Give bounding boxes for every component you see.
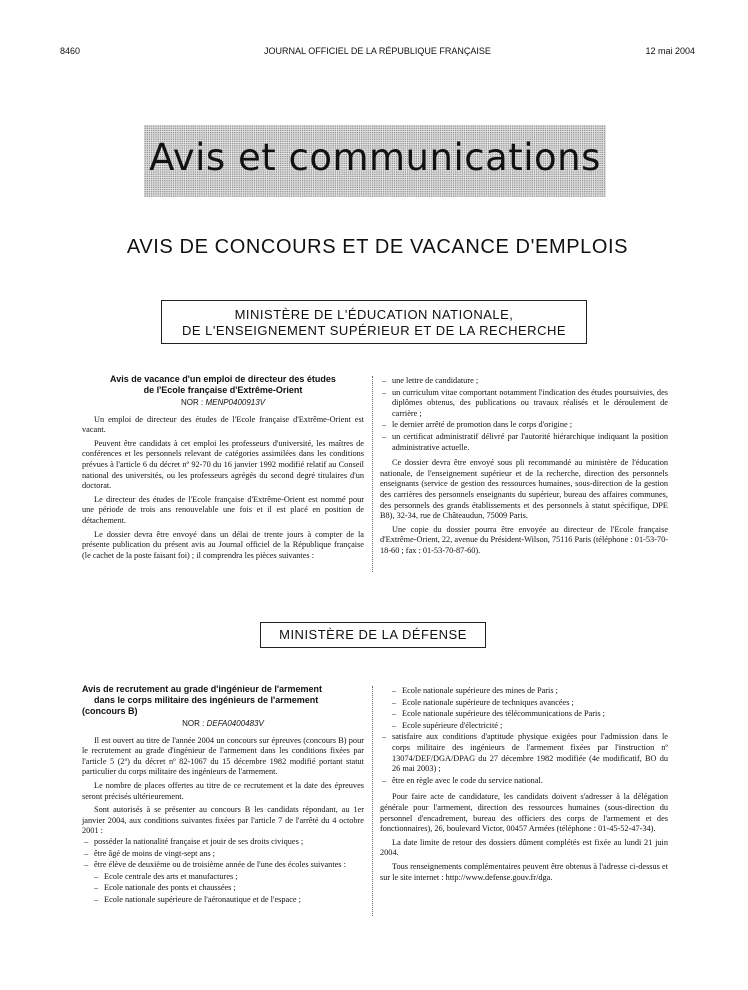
- list-item: – posséder la nationalité française et jouir de ses droits civiques ;: [82, 837, 364, 848]
- notice2-right-column: [380, 686, 668, 883]
- notice2-left-column: [82, 684, 364, 907]
- publication-date: 12 mai 2004: [645, 46, 695, 56]
- column-divider: [372, 686, 373, 916]
- notice2-paragraph: Le nombre de places offertes au titre de ce recrutement et la date des épreuves seront précisés ultérieurement.: [82, 780, 364, 801]
- list-item: – un curriculum vitae comportant notamment l'indication des études poursuivies, des diplômes obtenus, des publications ou travaux réalisés et le déroulement de carrière ;: [380, 388, 668, 420]
- notice1-nor: [82, 398, 364, 409]
- list-item: – satisfaire aux conditions d'aptitude physique exigées pour l'admission dans le corps militaire des ingénieurs de l'armement fixées par l'instruction nº 13074/DEF/DGA/DPAG du 27 décembre 1982 modifiée (4e modificatif, BO du 26 mai 2003) ;: [380, 732, 668, 774]
- notice1-right-column: [380, 376, 668, 557]
- ministry-education-line1: MINISTÈRE DE L'ÉDUCATION NATIONALE,: [234, 307, 514, 322]
- page-number: 8460: [60, 46, 81, 56]
- list-item: – être en règle avec le code du service national.: [380, 776, 668, 787]
- notice2-nor: [82, 719, 364, 730]
- list-item: – Ecole nationale supérieure de l'aéronautique et de l'espace ;: [82, 895, 364, 906]
- notice2-conditions-list: [82, 837, 364, 871]
- section-title: AVIS DE CONCOURS ET DE VACANCE D'EMPLOIS: [126, 236, 629, 258]
- notice2-paragraph: La date limite de retour des dossiers dûment complétés est fixée au lundi 21 juin 2004.: [380, 837, 668, 858]
- ministry-defense-title: MINISTÈRE DE LA DÉFENSE: [279, 627, 467, 642]
- notice1-title-line2: de l'Ecole française d'Extrême-Orient: [143, 385, 303, 395]
- list-item: – être élève de deuxième ou de troisième année de l'une des écoles suivantes :: [82, 860, 364, 871]
- ministry-education-box: [161, 300, 587, 344]
- notice1-nor-code: MENP0400913V: [205, 398, 266, 407]
- list-item: – Ecole supérieure d'électricité ;: [380, 721, 668, 732]
- notice1-paragraph: Une copie du dossier pourra être envoyée au directeur de l'Ecole française d'Extrême-Orient, 22, avenue du Président-Wilson, 75116 Paris (téléphone : 01-53-70-18-60 ; fax : 01-53-70-87-60).: [380, 524, 668, 555]
- notice2-nor-code: DEFA0400483V: [206, 719, 264, 728]
- list-item: – Ecole nationale supérieure des télécommunications de Paris ;: [380, 709, 668, 720]
- column-divider: [372, 376, 373, 572]
- notice1-paragraph: Un emploi de directeur des études de l'Ecole française d'Extrême-Orient est vacant.: [82, 414, 364, 435]
- list-item: – Ecole centrale des arts et manufactures ;: [82, 872, 364, 883]
- notice2-paragraph: Il est ouvert au titre de l'année 2004 un concours sur épreuves (concours B) pour le recrutement au grade d'ingénieur de l'armement dans les conditions fixées par l'article 5 (2º) du décret nº 82-1067 du 15 décembre 1982 modifié portant statut particulier du corps militaire des ingénieurs de l'armement.: [82, 735, 364, 777]
- list-item: – Ecole nationale supérieure de techniques avancées ;: [380, 698, 668, 709]
- notice1-title-line1: Avis de vacance d'un emploi de directeur des études: [110, 374, 336, 384]
- notice1-paragraph: Le directeur des études de l'Ecole française d'Extrême-Orient est nommé pour une période de trois ans renouvelable une fois et il est placé en position de détachement.: [82, 494, 364, 525]
- notice2-title-line1: Avis de recrutement au grade d'ingénieur de l'armement: [82, 684, 323, 694]
- notice2-schools-list: [82, 872, 364, 906]
- notice2-title-line2: dans le corps militaire des ingénieurs de l'armement: [94, 695, 319, 705]
- list-item: – un certificat administratif délivré par l'autorité hiérarchique indiquant la position administrative actuelle.: [380, 432, 668, 453]
- notice2-paragraph: Tous renseignements complémentaires peuvent être obtenus à l'adresse ci-dessus et sur le site internet : http://www.defense.gouv.fr/dga.: [380, 861, 668, 882]
- ministry-education-line2: DE L'ENSEIGNEMENT SUPÉRIEUR ET DE LA RECHERCHE: [181, 323, 567, 338]
- notice1-paragraph: Ce dossier devra être envoyé sous pli recommandé au ministère de l'éducation nationale, de l'enseignement supérieur et de la recherche, direction des personnels enseignants (service de gestion des ressources humaines, sous-direction de la gestion des carrières des personnels enseignants du supérieur, bureau des affaires communes, des personnels des grands établissements et des personnels à statut spécifique, DPE B8), 32-34, rue de Châteaudun, 75009 Paris.: [380, 458, 668, 521]
- journal-title: JOURNAL OFFICIEL DE LA RÉPUBLIQUE FRANÇAISE: [264, 46, 491, 56]
- notice2-nor-label: NOR :: [182, 719, 205, 728]
- notice1-nor-label: NOR :: [180, 398, 204, 407]
- notice1-paragraph: Le dossier devra être envoyé dans un délai de trente jours à compter de la présente publication du présent avis au Journal officiel de la République française (le cachet de la poste faisant foi) ; il comprendra les pièces suivantes :: [82, 529, 364, 560]
- ministry-defense-box: [260, 622, 486, 648]
- list-item: – Ecole nationale supérieure des mines de Paris ;: [380, 686, 668, 697]
- notice1-documents-list: [380, 376, 668, 453]
- notice1-paragraph: Peuvent être candidats à cet emploi les professeurs d'université, les maîtres de conférences et les personnels relevant de catégories assimilées dans les conditions prévues à l'article 6 du décret nº 92-70 du 16 janvier 1992 modifié relatif au Conseil national des universités, ou les professeurs agrégés du second degré titulaires d'un doctorat.: [82, 438, 364, 491]
- notice2-schools-list-continued: [380, 686, 668, 731]
- list-item: – Ecole nationale des ponts et chaussées ;: [82, 883, 364, 894]
- notice2-conditions-list-continued: [380, 732, 668, 786]
- banner-title: Avis et communications: [149, 136, 601, 179]
- list-item: – le dernier arrêté de promotion dans le corps d'origine ;: [380, 420, 668, 431]
- notice2-paragraph: Pour faire acte de candidature, les candidats doivent s'adresser à la délégation générale pour l'armement, direction des ressources humaines (sous-direction du personnel d'encadrement, bureau des officiers des corps de l'armement et des fonctionnaires), 26, boulevard Victor, 00457 Armées (téléphone : 01-45-52-47-34).: [380, 792, 668, 834]
- notice2-title-line3: (concours B): [82, 706, 138, 716]
- list-item: – être âgé de moins de vingt-sept ans ;: [82, 849, 364, 860]
- notice2-paragraph: Sont autorisés à se présenter au concours B les candidats répondant, au 1er janvier 2004, aux conditions suivantes fixées par l'article 7 de l'arrêté du 4 octobre 2001 :: [82, 805, 364, 836]
- notice1-left-column: [82, 374, 364, 561]
- list-item: – une lettre de candidature ;: [380, 376, 668, 387]
